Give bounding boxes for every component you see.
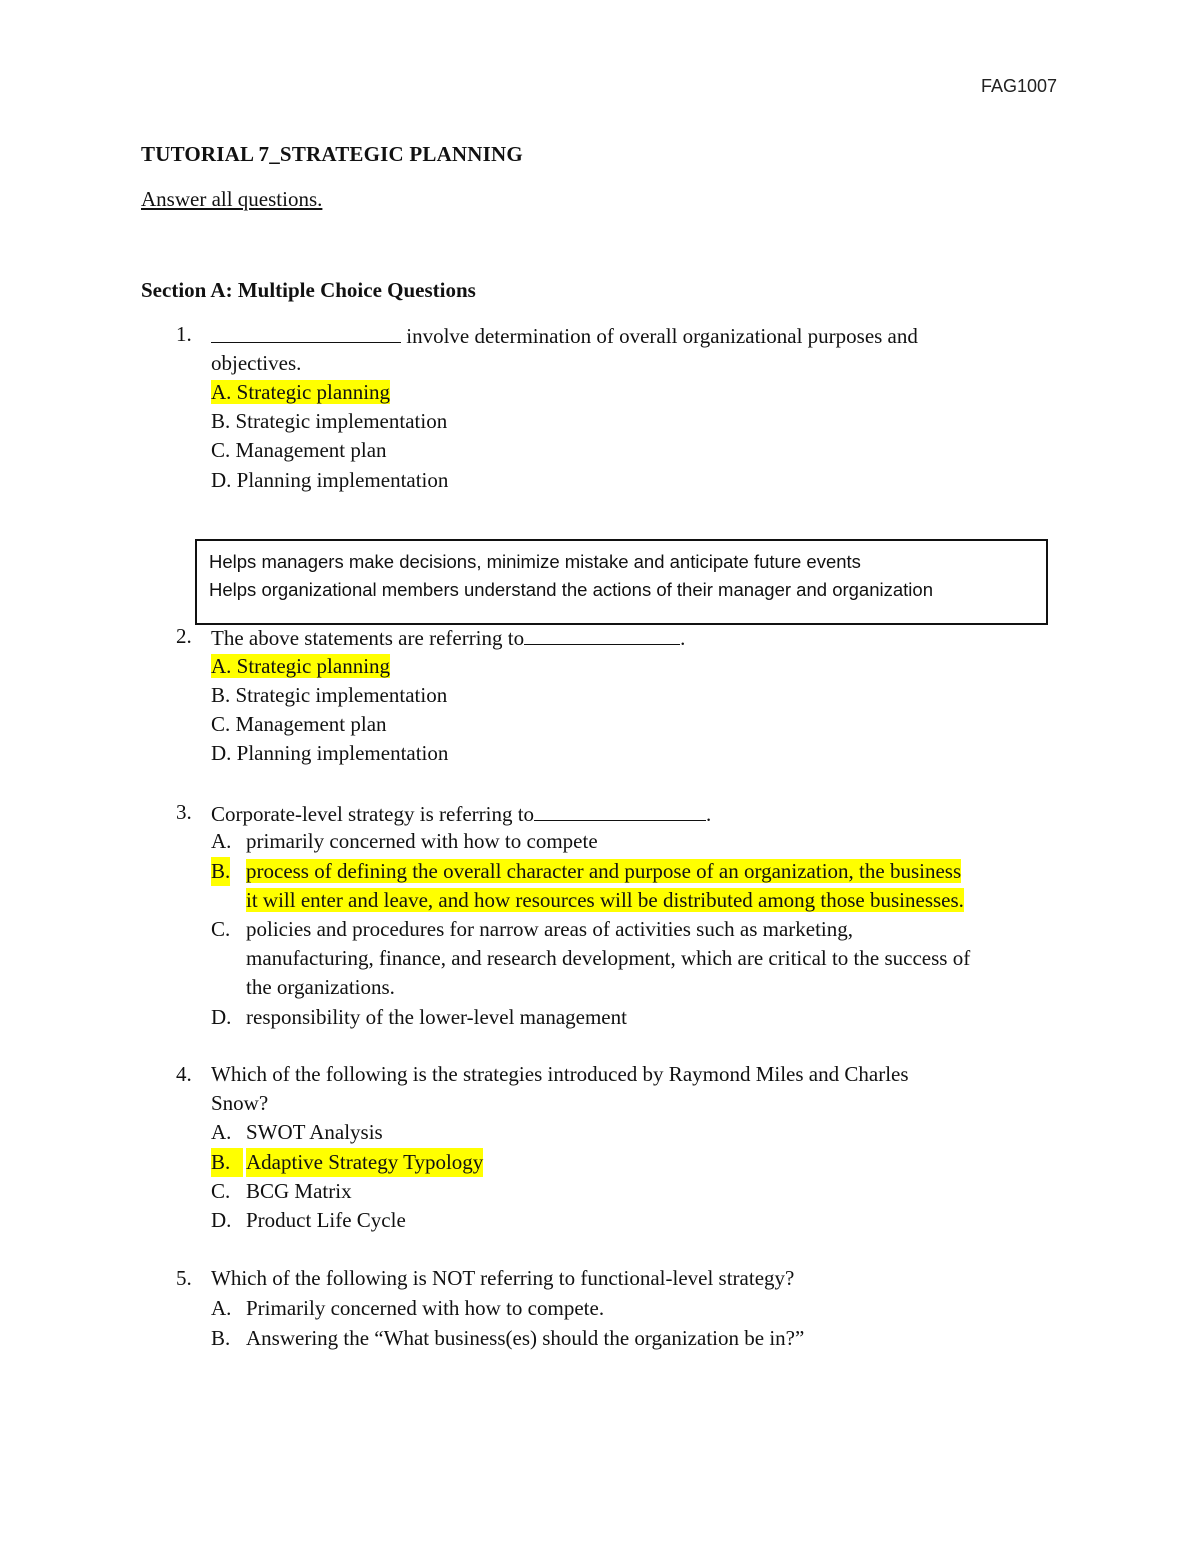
statement-line-2: Helps organizational members understand the actions of their manager and organization [209,579,933,600]
option-letter: D. [211,1005,232,1029]
option-text [246,915,970,1002]
question-number: 1. [176,322,192,346]
answer-blank [211,320,401,343]
highlighted-answer-line-2: it will enter and leave, and how resources will be distributed among those businesses. [246,888,964,912]
option-letter: B. [211,1326,231,1350]
section-heading: Section A: Multiple Choice Questions [141,278,476,302]
question-number: 4. [176,1062,192,1086]
option-b [211,1148,711,1177]
question-text [211,320,918,351]
option-b: B. Strategic implementation [211,683,448,707]
statement-line-1: Helps managers make decisions, minimize mistake and anticipate future events [209,551,861,572]
option-c: C. Management plan [211,438,387,462]
option-text: responsibility of the lower-level management [246,1005,627,1029]
question-text [211,622,685,653]
option-letter: B. [211,1148,243,1177]
question-number: 2. [176,624,192,648]
highlighted-answer: A. Strategic planning [211,654,391,678]
option-c [211,1177,711,1206]
option-text: Product Life Cycle [246,1208,406,1232]
question-text-end: . [706,802,712,826]
statement-box [195,539,1048,625]
option-text-line-1: policies and procedures for narrow areas of activities such as marketing, [246,917,854,941]
question-number: 3. [176,800,192,824]
option-letter: D. [211,1208,232,1232]
answer-blank [534,798,706,821]
question-text-end: . [680,626,686,650]
option-text: SWOT Analysis [246,1120,383,1144]
option-letter: B. [211,857,230,886]
option-text: primarily concerned with how to compete [246,829,598,853]
option-letter: A. [211,829,232,853]
option-a [211,1294,1071,1323]
course-code: FAG1007 [980,76,1057,96]
option-c [211,915,1071,1002]
option-letter: C. [211,917,231,941]
instruction-text: Answer all questions. [141,187,323,211]
option-letter: A. [211,1120,232,1144]
question-number: 5. [176,1266,192,1290]
option-text-line-3: the organizations. [246,975,395,999]
option-b [211,857,1071,915]
question-text: Which of the following is NOT referring to functional-level strategy? [211,1266,795,1290]
option-c: C. Management plan [211,712,387,736]
page-title: TUTORIAL 7_STRATEGIC PLANNING [141,142,523,166]
question-text-line-2: objectives. [211,351,302,375]
highlighted-answer: Adaptive Strategy Typology [246,1148,483,1177]
option-d [211,1003,1071,1032]
question-text-line-1: Which of the following is the strategies introduced by Raymond Miles and Charles [211,1062,909,1086]
option-text: BCG Matrix [246,1179,352,1203]
option-d: D. Planning implementation [211,741,449,765]
highlighted-answer: A. Strategic planning [211,380,391,404]
option-b: B. Strategic implementation [211,409,448,433]
question-text-main: Corporate-level strategy is referring to [211,802,535,826]
option-a [211,1118,711,1147]
option-text [246,857,964,915]
option-text-line-2: manufacturing, finance, and research development, which are critical to the success of [246,946,971,970]
question-text-line-1: involve determination of overall organizational purposes and [401,324,918,348]
option-a [211,378,390,407]
question-text-main: The above statements are referring to [211,626,525,650]
option-text: Answering the “What business(es) should the organization be in?” [246,1326,805,1350]
option-b [211,1324,1071,1353]
option-letter: C. [211,1179,231,1203]
question-text-line-2: Snow? [211,1091,269,1115]
option-text: Primarily concerned with how to compete. [246,1296,605,1320]
option-letter: A. [211,1296,232,1320]
question-text [211,798,711,829]
answer-blank [524,622,680,645]
option-d [211,1206,711,1235]
option-a [211,652,390,681]
option-d: D. Planning implementation [211,468,449,492]
option-a [211,827,1071,856]
highlighted-answer-line-1: process of defining the overall character and purpose of an organization, the business [246,859,962,883]
